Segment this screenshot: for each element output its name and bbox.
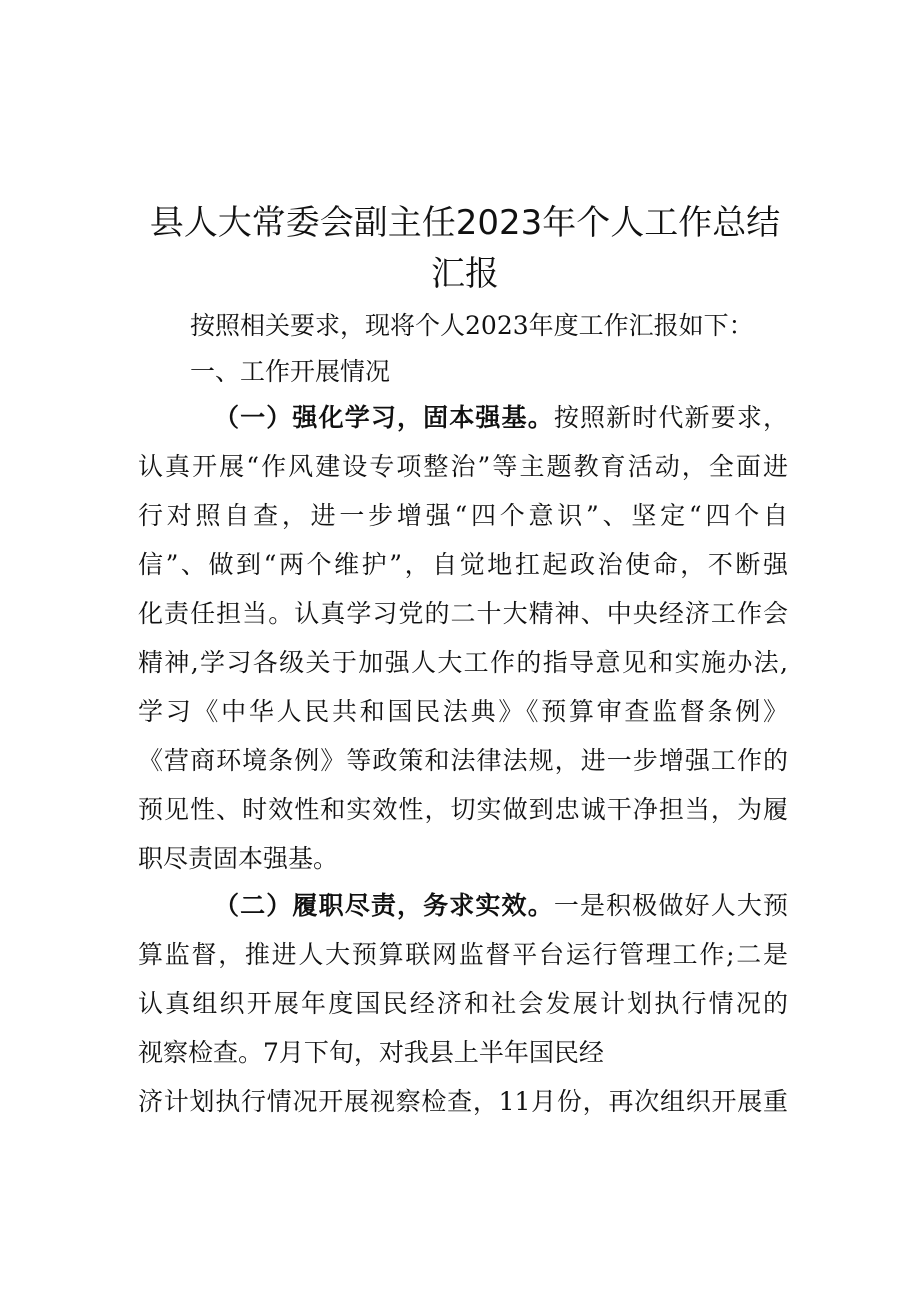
paragraph-1-line-5: 化责任担当。认真学习党的二十大精神、中央经济工作会 <box>138 599 788 628</box>
paragraph-1-line-9: 预见性、时效性和实效性，切实做到忠诚干净担当，为履 <box>138 795 788 824</box>
section-heading: 一、工作开展情况 <box>190 357 391 386</box>
paragraph-1-line-2: 认真开展“作风建设专项整治”等主题教育活动，全面进 <box>138 452 788 481</box>
paragraph-2-line-1-text: 一是积极做好人大预 <box>553 891 788 920</box>
paragraph-1-line-8: 《营商环境条例》等政策和法律法规，进一步增强工作的 <box>138 746 788 775</box>
paragraph-1-line-6: 精神,学习各级关于加强人大工作的指导意见和实施办法, <box>138 648 788 677</box>
paragraph-1-line-3: 行对照自查，进一步增强“四个意识”、坚定“四个自 <box>138 501 788 530</box>
paragraph-2-line-3: 认真组织开展年度国民经济和社会发展计划执行情况的 <box>138 989 788 1018</box>
paragraph-1-lead: （一）强化学习，固本强基。 <box>214 403 554 432</box>
paragraph-1-line-1-text: 按照新时代新要求， <box>553 403 788 432</box>
document-title-line-1: 县人大常委会副主任2023年个人工作总结 <box>149 203 781 243</box>
document-title-line-2: 汇报 <box>431 254 499 294</box>
intro-paragraph: 按照相关要求，现将个人2023年度工作汇报如下： <box>190 311 754 340</box>
paragraph-2-line-2: 算监督，推进人大预算联网监督平台运行管理工作;二是 <box>138 940 788 969</box>
paragraph-2-lead: （二）履职尽责，务求实效。 <box>214 891 554 920</box>
paragraph-1-line-4: 信”、做到“两个维护”，自觉地扛起政治使命，不断强 <box>138 550 788 579</box>
paragraph-1-line-1 <box>214 398 788 438</box>
paragraph-2-line-5: 济计划执行情况开展视察检查，11月份，再次组织开展重 <box>138 1087 788 1116</box>
paragraph-2-line-1 <box>214 886 788 926</box>
paragraph-1-line-7: 学习《中华人民共和国民法典》《预算审查监督条例》 <box>138 697 788 726</box>
paragraph-2-line-4: 视察检查。7月下旬，对我县上半年国民经 <box>138 1038 604 1067</box>
paragraph-1-line-10: 职尽责固本强基。 <box>138 844 339 873</box>
